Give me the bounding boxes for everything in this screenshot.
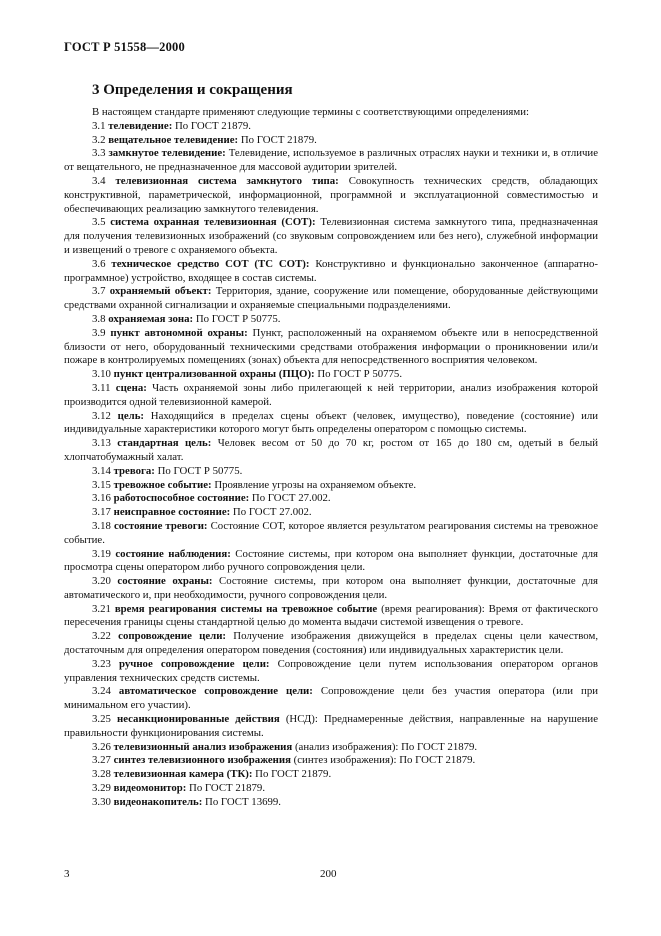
definition-term: работоспособное состояние: xyxy=(113,492,250,505)
definition-number: 3.4 xyxy=(92,174,106,187)
definition-number: 3.20 xyxy=(92,575,111,588)
definition-term: пункт автономной охраны: xyxy=(110,326,248,339)
definition-item xyxy=(64,768,598,782)
definition-text: По ГОСТ 21879. xyxy=(240,133,317,146)
definition-term: сопровождение цели: xyxy=(118,630,227,643)
definition-item xyxy=(64,658,598,686)
definition-text: По ГОСТ 27.002. xyxy=(232,506,312,519)
definition-item xyxy=(64,258,598,286)
definition-number: 3.28 xyxy=(92,768,111,781)
definition-item xyxy=(64,548,598,576)
definition-number: 3.29 xyxy=(92,782,111,795)
definition-number: 3.24 xyxy=(92,685,111,698)
definition-item xyxy=(64,630,598,658)
definition-text: (НСД): Преднамеренные действия, направленные на нарушение правильности функционирования системы. xyxy=(64,713,598,739)
definition-number: 3.26 xyxy=(92,740,111,753)
definition-item xyxy=(64,465,598,479)
definition-number: 3.19 xyxy=(92,547,111,560)
definition-item xyxy=(64,175,598,216)
definition-term: неисправное состояние: xyxy=(113,506,231,519)
definition-term: тревожное событие: xyxy=(113,478,212,491)
definition-text: Сопровождение цели путем использования оператором органов управления технических средств системы. xyxy=(64,657,599,684)
definition-number: 3.1 xyxy=(92,119,106,132)
definition-item xyxy=(64,134,598,148)
definition-text: По ГОСТ 21879. xyxy=(175,119,251,132)
definition-text: По ГОСТ 21879. xyxy=(255,768,332,781)
definition-term: цель: xyxy=(117,409,145,422)
definition-item xyxy=(64,368,598,382)
section-title: 3 Определения и сокращения xyxy=(92,82,293,98)
definition-text: Находящийся в пределах сцены объект (человек, имущество), поведение (состояние) или индивидуальные характеристики которого могут быть определены оператором с помощью системы. xyxy=(64,409,599,436)
definition-text: По ГОСТ Р 50775. xyxy=(157,464,243,477)
definition-number: 3.9 xyxy=(92,326,106,339)
definition-text: (время реагирования): Время от фактического пересечения границы сцены стандартной целью до момента выдачи системой извещения о тревоге. xyxy=(64,602,598,629)
definition-text: По ГОСТ Р 50775. xyxy=(317,368,403,381)
definition-term: система охранная телевизионная (СОТ): xyxy=(110,216,316,229)
definition-term: замкнутое телевидение: xyxy=(108,147,226,160)
definition-number: 3.25 xyxy=(92,713,111,726)
sheet-number: 200 xyxy=(320,868,337,880)
definition-number: 3.18 xyxy=(92,519,111,532)
definition-item xyxy=(64,492,598,506)
definition-text: По ГОСТ 27.002. xyxy=(251,492,331,505)
definition-text: Пункт, расположенный на охраняемом объекте или в непосредственной близости от него, оборудованный техническими средствами отображения информации о проникновении или/и пожаре в контролируемых помещениях (зонах) объекта для непосредственного восприятия человеком. xyxy=(64,326,599,367)
definition-text: Состояние системы, при котором она выполняет функции, достаточные для автоматического и, при необходимости, ручного сопровождения цели. xyxy=(64,575,598,601)
definition-text: Территория, здание, сооружение или помещение, оборудованные действующими средствами охранной сигнализации и охраняемые специальными подразделениями. xyxy=(64,285,598,312)
definition-term: техническое средство СОТ (ТС СОТ): xyxy=(111,257,310,270)
definition-item xyxy=(64,603,598,631)
definition-item xyxy=(64,685,598,713)
definition-text: Телевизионная система замкнутого типа, предназначенная для получения телевизионных изображений (со звуковым сопровождением или без него), служебной информации и извещений о тревоге с охраняемого объекта. xyxy=(64,216,599,256)
definition-number: 3.11 xyxy=(92,381,111,394)
definition-term: охраняемая зона: xyxy=(108,312,194,325)
definition-item xyxy=(64,713,598,741)
definition-number: 3.23 xyxy=(92,657,111,670)
definition-item xyxy=(64,520,598,548)
definition-item xyxy=(64,479,598,493)
definition-number: 3.2 xyxy=(92,133,106,146)
definition-term: охраняемый объект: xyxy=(109,285,212,298)
definition-number: 3.8 xyxy=(92,312,106,325)
definition-text: Телевидение, используемое в различных отраслях науки и техники и, в отличие от вещательного, не предназначенное для массовой аудитории зрителей. xyxy=(64,147,598,174)
definition-term: синтез телевизионного изображения xyxy=(113,754,291,767)
definition-text: По ГОСТ Р 50775. xyxy=(195,312,281,325)
definition-text: По ГОСТ 21879. xyxy=(189,782,266,795)
definition-number: 3.7 xyxy=(92,285,106,298)
definition-number: 3.10 xyxy=(92,368,111,381)
definition-term: видеомонитор: xyxy=(113,782,187,795)
definition-term: ручное сопровождение цели: xyxy=(118,657,270,670)
definition-number: 3.22 xyxy=(92,630,111,643)
definition-item xyxy=(64,782,598,796)
definition-text: Совокупность технических средств, обладающих конструктивной, параметрической, информационной, программной и эксплуатационной совместимостью и обеспечивающих реализацию замкнутого телевидения. xyxy=(64,174,599,215)
definition-term: телевизионный анализ изображения xyxy=(113,740,293,753)
definition-term: несанкционированные действия xyxy=(116,713,280,726)
definition-term: вещательное телевидение: xyxy=(108,133,239,146)
definition-term: автоматическое сопровождение цели: xyxy=(118,685,313,698)
definition-item xyxy=(64,216,598,257)
definition-text: Сопровождение цели без участия оператора (или при минимальном его участии). xyxy=(64,685,599,712)
definition-text: Конструктивно и функционально законченное (аппаратно-программное) устройство, входящее в состав системы. xyxy=(64,257,598,284)
definition-number: 3.12 xyxy=(92,409,111,422)
definition-text: Получение изображения движущейся в пределах сцены цели качеством, достаточным для определения оператором поведения (состояния) или индивидуальных характеристик цели. xyxy=(64,630,599,657)
definition-term: телевизионная камера (ТК): xyxy=(113,768,253,781)
definition-number: 3.14 xyxy=(92,464,111,477)
definition-item xyxy=(64,410,598,438)
definition-term: тревога: xyxy=(113,464,155,477)
definition-text: (анализ изображения): По ГОСТ 21879. xyxy=(294,740,478,753)
definition-text: Состояние системы, при котором она выполняет функции, достаточные для просмотра сцены оператором либо ручного сопровождения цели. xyxy=(64,547,598,574)
definition-item xyxy=(64,285,598,313)
definition-number: 3.16 xyxy=(92,492,111,505)
definition-item xyxy=(64,437,598,465)
page-number: 3 xyxy=(64,868,70,880)
definition-term: пункт централизованной охраны (ПЦО): xyxy=(113,368,315,381)
definition-number: 3.17 xyxy=(92,506,111,519)
intro-paragraph: В настоящем стандарте применяют следующие термины с соответствующими определениями: xyxy=(92,106,529,118)
definition-text: Состояние СОТ, которое является результатом реагирования системы на тревожное событие. xyxy=(64,519,598,546)
definition-item xyxy=(64,147,598,175)
definition-term: видеонакопитель: xyxy=(113,795,203,808)
definition-number: 3.27 xyxy=(92,754,111,767)
definition-item xyxy=(64,313,598,327)
definition-item xyxy=(64,382,598,410)
definition-item xyxy=(64,120,598,134)
definitions-body xyxy=(64,106,598,810)
definition-term: стандартная цель: xyxy=(117,437,212,450)
definition-item xyxy=(64,506,598,520)
definition-item xyxy=(64,327,598,368)
definition-text: Человек весом от 50 до 70 кг, ростом от 165 до 180 см, одетый в белый хлопчатобумажный халат. xyxy=(64,437,598,463)
definition-number: 3.5 xyxy=(92,216,106,229)
definition-term: состояние тревоги: xyxy=(113,519,208,532)
definition-number: 3.30 xyxy=(92,795,111,808)
definition-number: 3.13 xyxy=(92,437,111,450)
definition-term: телевидение: xyxy=(108,119,173,132)
definition-text: Проявление угрозы на охраняемом объекте. xyxy=(214,478,417,491)
definitions-list xyxy=(64,120,598,810)
definition-text: Часть охраняемой зоны либо прилегающей к ней территории, анализ изображения которой производится одной телевизионной камерой. xyxy=(64,381,598,408)
definition-item xyxy=(64,754,598,768)
definition-item xyxy=(64,796,598,810)
definition-term: время реагирования системы на тревожное событие xyxy=(114,602,378,615)
definition-number: 3.21 xyxy=(92,602,111,615)
document-code: ГОСТ Р 51558—2000 xyxy=(64,40,185,54)
definition-number: 3.15 xyxy=(92,478,111,491)
definition-number: 3.3 xyxy=(92,147,106,160)
definition-number: 3.6 xyxy=(92,257,106,270)
definition-item xyxy=(64,575,598,603)
definition-text: По ГОСТ 13699. xyxy=(205,795,281,808)
definition-term: состояние охраны: xyxy=(117,575,213,588)
definition-text: (синтез изображения): По ГОСТ 21879. xyxy=(293,754,476,767)
definition-item xyxy=(64,741,598,755)
definition-term: состояние наблюдения: xyxy=(115,547,231,560)
definition-term: сцена: xyxy=(115,381,147,394)
definition-term: телевизионная система замкнутого типа: xyxy=(115,174,339,187)
